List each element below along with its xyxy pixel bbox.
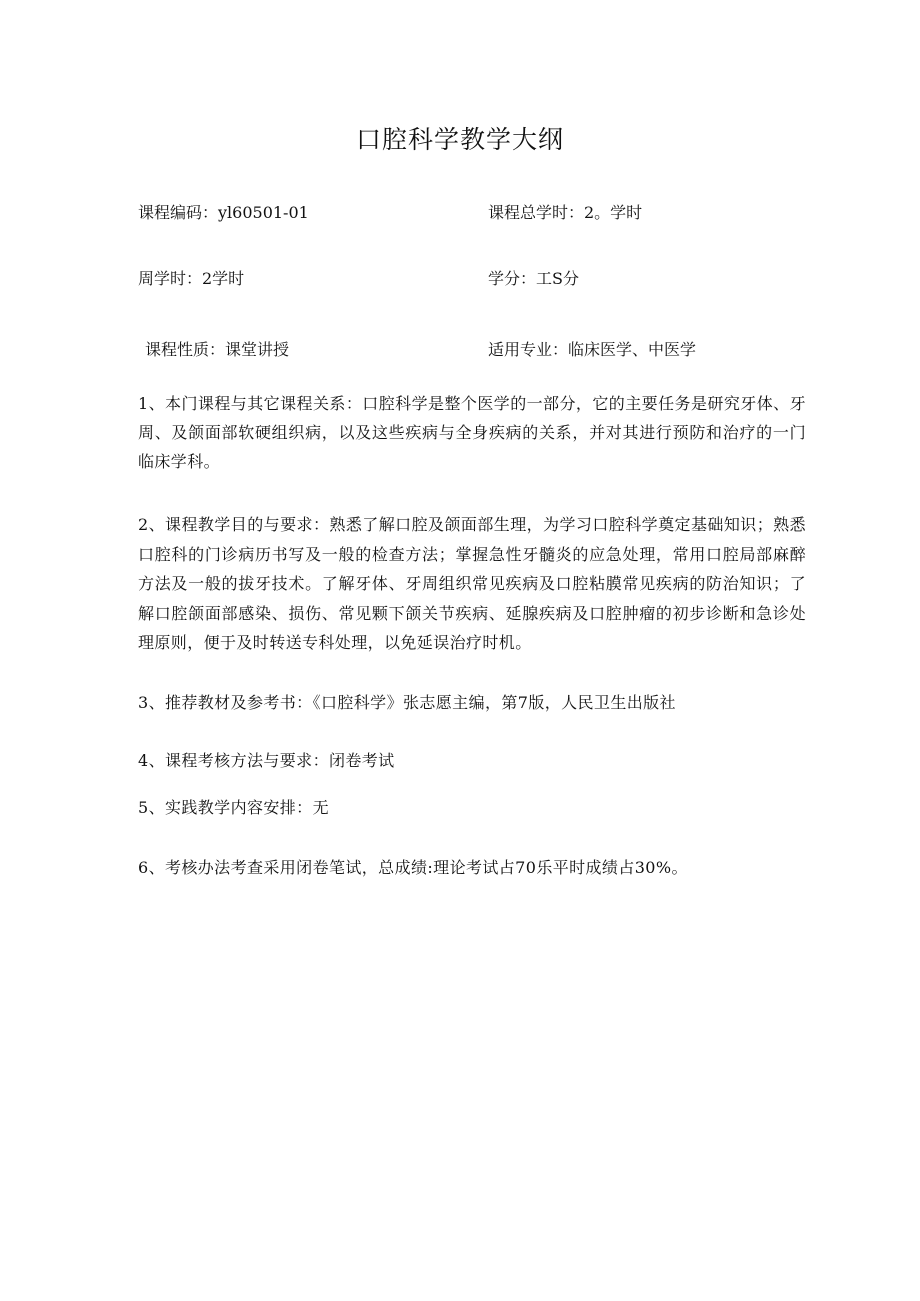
section-course-relations: 1、本门课程与其它课程关系：口腔科学是整个医学的一部分，它的主要任务是研究牙体、牙周、及颌面部软硬组织病，以及这些疾病与全身疾病的关系，并对其进行预防和治疗的一门临床学科。 bbox=[138, 394, 806, 471]
section-practice-arrangement: 5、实践教学内容安排：无 bbox=[138, 798, 329, 817]
section-grading: 6、考核办法考查采用闭卷笔试，总成绩:理论考试占70乐平时成绩占30%。 bbox=[138, 858, 688, 877]
section-textbooks: 3、推荐教材及参考书：《口腔科学》张志愿主编，第7版，人民卫生出版社 bbox=[138, 693, 676, 712]
credits: 学分：工S分 bbox=[488, 269, 579, 288]
section-teaching-goals: 2、课程教学目的与要求：熟悉了解口腔及颌面部生理，为学习口腔科学奠定基础知识；熟悉口腔科的门诊病历书写及一般的检查方法；掌握急性牙髓炎的应急处理，常用口腔局部麻醉方法及一般的拔牙技术。了解牙体、牙周组织常见疾病及口腔粘膜常见疾病的防治知识；了解口腔颌面部感染、损伤、常见颗下颌关节疾病、延腺疾病及口腔肿瘤的初步诊断和急诊处理原则，便于及时转送专科处理，以免延误治疗时机。 bbox=[138, 515, 806, 652]
applicable-majors: 适用专业：临床医学、中医学 bbox=[488, 340, 697, 359]
weekly-hours: 周学时：2学时 bbox=[138, 269, 245, 288]
course-code: 课程编码：yl60501-01 bbox=[138, 203, 309, 222]
course-type: 课程性质：课堂讲授 bbox=[145, 340, 290, 359]
document-title: 口腔科学教学大纲 bbox=[355, 125, 564, 154]
section-assessment-method: 4、课程考核方法与要求：闭卷考试 bbox=[138, 751, 395, 770]
total-hours: 课程总学时：2。学时 bbox=[488, 203, 643, 222]
